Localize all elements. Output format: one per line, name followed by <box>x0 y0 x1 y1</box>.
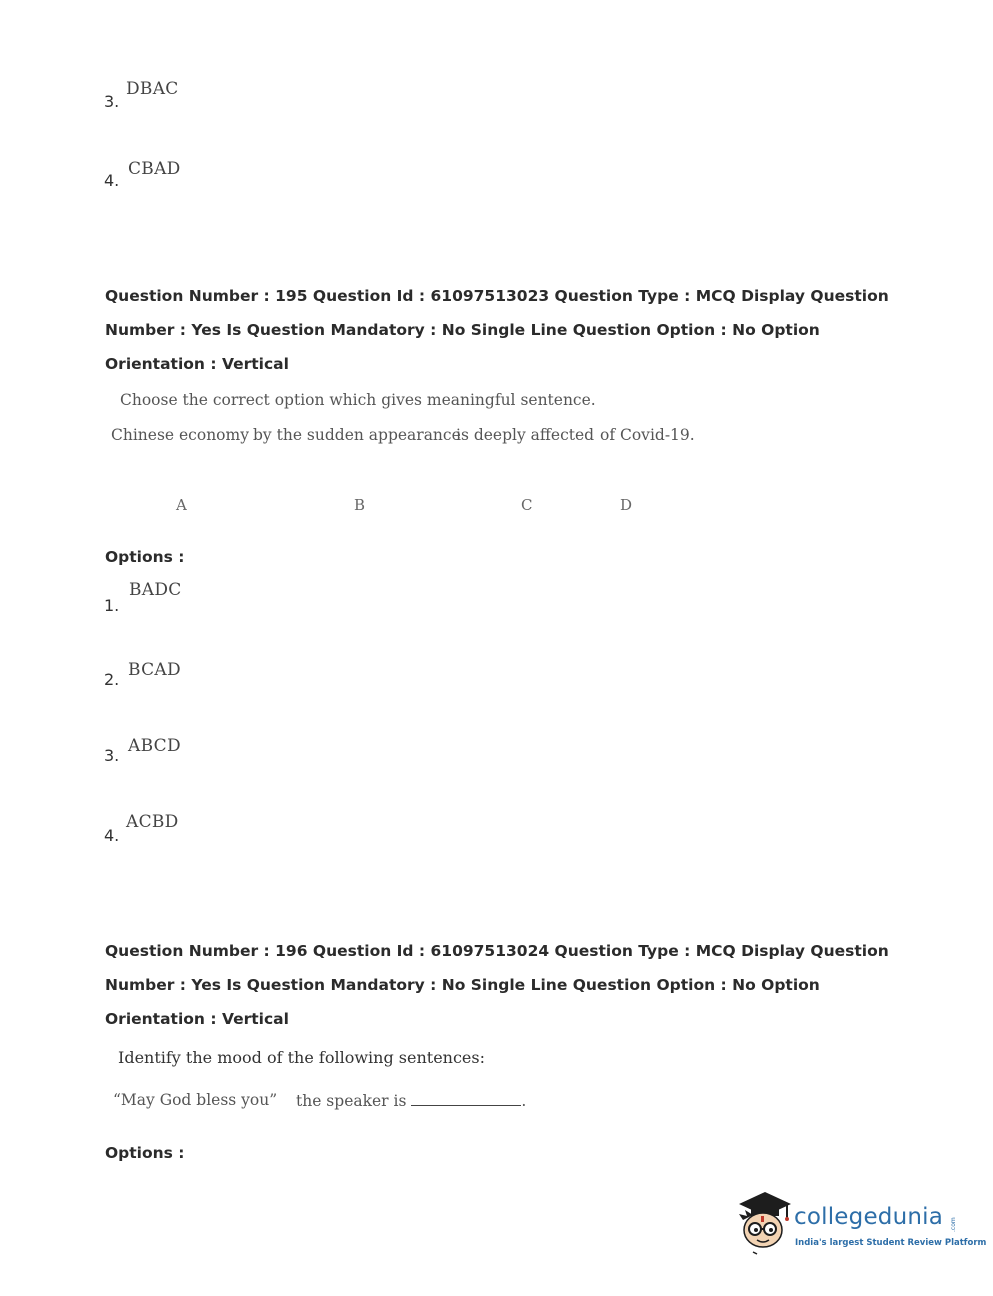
options-label: Options : <box>105 548 185 566</box>
sentence-speaker: the speaker is <box>296 1092 407 1110</box>
sentence-segment-d: of Covid-19. <box>600 426 695 444</box>
mascot-icon <box>735 1190 793 1256</box>
segment-letter-c: C <box>521 496 533 514</box>
sentence-end: . <box>521 1092 527 1110</box>
sentence-segment-c: is deeply affected <box>456 426 595 444</box>
collegedunia-logo <box>735 1190 987 1258</box>
brand-domain-suffix: .com <box>950 1217 957 1232</box>
option-text: ABCD <box>128 736 181 756</box>
option-number: 3. <box>104 746 120 765</box>
options-label: Options : <box>105 1144 185 1162</box>
sentence-segment-a: Chinese economy <box>111 426 249 444</box>
option-text: BCAD <box>128 660 181 680</box>
segment-letter-d: D <box>620 496 633 514</box>
question-meta-195: Question Number : 195 Question Id : 61097513023 Question Type : MCQ Display Question Number : Yes Is Question Mandatory : No Single Line Question Option : No Option Orientation : Vertical <box>105 287 889 373</box>
option-text: CBAD <box>128 159 181 179</box>
sentence-text <box>296 1091 526 1110</box>
option-number: 3. <box>104 92 120 111</box>
question-instruction: Choose the correct option which gives meaningful sentence. <box>120 391 596 409</box>
brand-name: collegedunia <box>794 1204 944 1230</box>
segment-letter-b: B <box>354 496 366 514</box>
option-number: 1. <box>104 596 120 615</box>
sentence-segment-b: by the sudden appearance <box>253 426 461 444</box>
option-text: BADC <box>129 580 182 600</box>
brand-tagline: India's largest Student Review Platform <box>795 1238 987 1248</box>
option-number: 4. <box>104 171 120 190</box>
question-meta-196: Question Number : 196 Question Id : 61097513024 Question Type : MCQ Display Question Number : Yes Is Question Mandatory : No Single Line Question Option : No Option Orientation : Vertical <box>105 942 889 1028</box>
fill-blank <box>411 1091 521 1106</box>
question-instruction: Identify the mood of the following sentences: <box>118 1048 485 1067</box>
option-number: 4. <box>104 826 120 845</box>
option-text: ACBD <box>126 812 179 832</box>
segment-letter-a: A <box>176 496 187 514</box>
option-number: 2. <box>104 670 120 689</box>
sentence-quote: “May God bless you” <box>113 1091 278 1109</box>
option-text: DBAC <box>126 79 179 99</box>
